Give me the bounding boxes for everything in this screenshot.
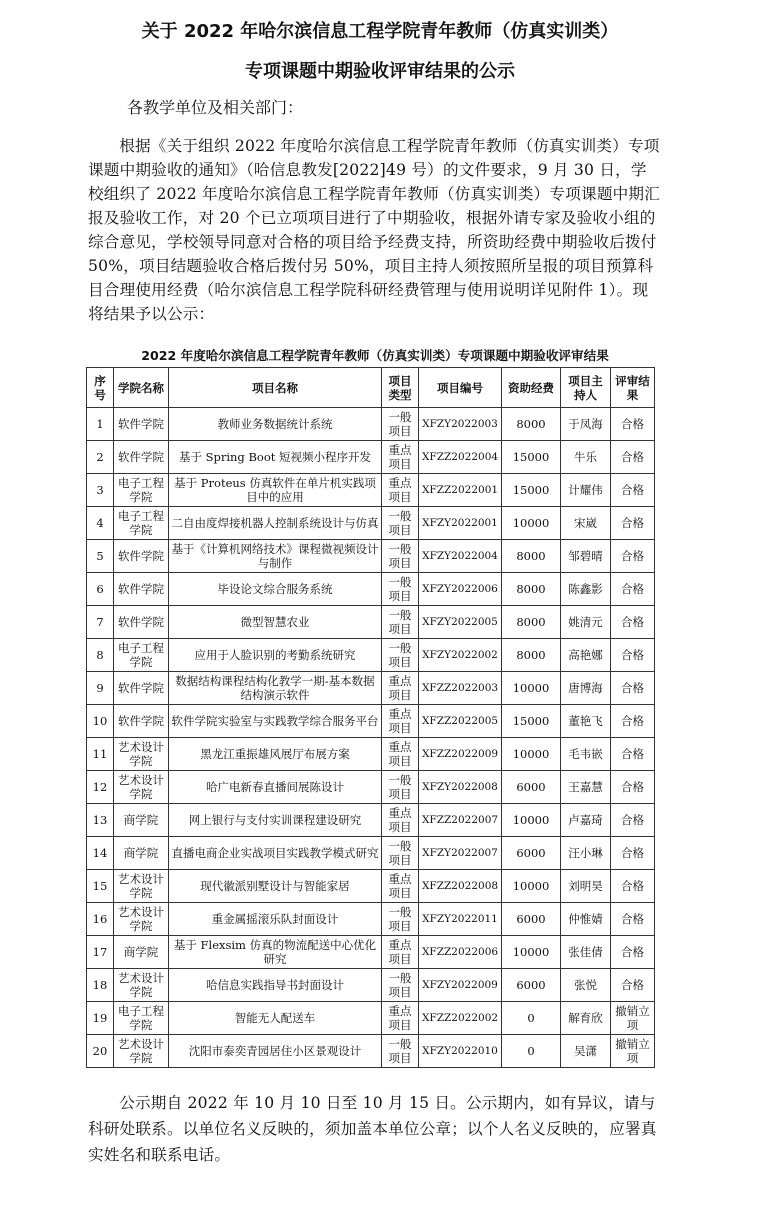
row-project-name-cell: 基于《计算机网络技术》课程微视频设计与制作 xyxy=(169,540,382,573)
row-index-cell: 3 xyxy=(87,474,114,507)
row-college-cell: 艺术设计学院 xyxy=(114,738,169,771)
row-funding-cell: 8000 xyxy=(502,639,561,672)
row-leader-cell: 高艳娜 xyxy=(561,639,611,672)
row-college-cell: 电子工程学院 xyxy=(114,507,169,540)
row-funding-cell: 6000 xyxy=(502,903,561,936)
row-project-type-cell: 重点项目 xyxy=(382,804,419,837)
row-project-type-cell: 一般项目 xyxy=(382,573,419,606)
row-leader-cell: 张悦 xyxy=(561,969,611,1002)
row-index-cell: 8 xyxy=(87,639,114,672)
row-index-cell: 17 xyxy=(87,936,114,969)
header-project-code: 项目编号 xyxy=(419,368,502,408)
table-row xyxy=(87,837,655,870)
row-project-name-cell: 哈广电新春直播间展陈设计 xyxy=(169,771,382,804)
row-funding-cell: 10000 xyxy=(502,936,561,969)
table-row xyxy=(87,969,655,1002)
row-leader-cell: 刘明昊 xyxy=(561,870,611,903)
table-row xyxy=(87,1035,655,1068)
row-result-cell: 合格 xyxy=(611,837,655,870)
row-index-cell: 1 xyxy=(87,408,114,441)
row-project-code-cell: XFZY2022001 xyxy=(419,507,502,540)
row-college-cell: 软件学院 xyxy=(114,672,169,705)
row-project-type-cell: 重点项目 xyxy=(382,870,419,903)
table-title: 2022 年度哈尔滨信息工程学院青年教师（仿真实训类）专项课题中期验收评审结果 xyxy=(141,348,609,363)
row-leader-cell: 董艳飞 xyxy=(561,705,611,738)
results-table xyxy=(86,367,655,1068)
row-project-code-cell: XFZY2022004 xyxy=(419,540,502,573)
row-project-code-cell: XFZZ2022004 xyxy=(419,441,502,474)
row-project-code-cell: XFZZ2022007 xyxy=(419,804,502,837)
row-index-cell: 18 xyxy=(87,969,114,1002)
row-project-type-cell: 一般项目 xyxy=(382,408,419,441)
row-project-type-cell: 一般项目 xyxy=(382,540,419,573)
row-funding-cell: 8000 xyxy=(502,408,561,441)
table-row xyxy=(87,936,655,969)
row-project-code-cell: XFZY2022010 xyxy=(419,1035,502,1068)
row-project-type-cell: 重点项目 xyxy=(382,441,419,474)
header-project-type: 项目类型 xyxy=(382,368,419,408)
row-project-code-cell: XFZY2022011 xyxy=(419,903,502,936)
row-index-cell: 6 xyxy=(87,573,114,606)
row-college-cell: 艺术设计学院 xyxy=(114,969,169,1002)
row-project-type-cell: 重点项目 xyxy=(382,474,419,507)
row-leader-cell: 卢嘉琦 xyxy=(561,804,611,837)
table-row xyxy=(87,507,655,540)
table-row xyxy=(87,903,655,936)
row-project-type-cell: 重点项目 xyxy=(382,738,419,771)
row-college-cell: 电子工程学院 xyxy=(114,1002,169,1035)
row-project-name-cell: 哈信息实践指导书封面设计 xyxy=(169,969,382,1002)
row-index-cell: 11 xyxy=(87,738,114,771)
row-result-cell: 合格 xyxy=(611,672,655,705)
row-project-type-cell: 一般项目 xyxy=(382,903,419,936)
row-project-type-cell: 一般项目 xyxy=(382,969,419,1002)
row-college-cell: 电子工程学院 xyxy=(114,639,169,672)
row-project-type-cell: 重点项目 xyxy=(382,936,419,969)
row-funding-cell: 6000 xyxy=(502,771,561,804)
row-project-name-cell: 数据结构课程结构化教学一期-基本数据结构演示软件 xyxy=(169,672,382,705)
row-funding-cell: 6000 xyxy=(502,969,561,1002)
row-project-code-cell: XFZZ2022009 xyxy=(419,738,502,771)
row-project-name-cell: 重金属摇滚乐队封面设计 xyxy=(169,903,382,936)
page-subtitle: 专项课题中期验收评审结果的公示 xyxy=(245,61,515,82)
row-college-cell: 软件学院 xyxy=(114,408,169,441)
row-college-cell: 艺术设计学院 xyxy=(114,903,169,936)
row-result-cell: 合格 xyxy=(611,441,655,474)
row-college-cell: 艺术设计学院 xyxy=(114,870,169,903)
row-college-cell: 软件学院 xyxy=(114,705,169,738)
row-college-cell: 艺术设计学院 xyxy=(114,1035,169,1068)
row-result-cell: 合格 xyxy=(611,705,655,738)
row-index-cell: 20 xyxy=(87,1035,114,1068)
row-project-code-cell: XFZY2022006 xyxy=(419,573,502,606)
row-funding-cell: 10000 xyxy=(502,804,561,837)
row-leader-cell: 仲惟婧 xyxy=(561,903,611,936)
row-leader-cell: 张佳倩 xyxy=(561,936,611,969)
row-result-cell: 合格 xyxy=(611,606,655,639)
row-project-code-cell: XFZY2022005 xyxy=(419,606,502,639)
row-index-cell: 10 xyxy=(87,705,114,738)
row-result-cell: 合格 xyxy=(611,936,655,969)
row-result-cell: 撤销立项 xyxy=(611,1002,655,1035)
row-project-code-cell: XFZY2022002 xyxy=(419,639,502,672)
table-row xyxy=(87,705,655,738)
table-row xyxy=(87,771,655,804)
table-body xyxy=(87,408,655,1068)
row-funding-cell: 8000 xyxy=(502,573,561,606)
row-project-type-cell: 一般项目 xyxy=(382,1035,419,1068)
table-row xyxy=(87,474,655,507)
row-college-cell: 软件学院 xyxy=(114,441,169,474)
row-leader-cell: 陈鑫影 xyxy=(561,573,611,606)
row-project-type-cell: 一般项目 xyxy=(382,606,419,639)
row-leader-cell: 牛乐 xyxy=(561,441,611,474)
row-funding-cell: 15000 xyxy=(502,441,561,474)
table-row xyxy=(87,606,655,639)
row-funding-cell: 10000 xyxy=(502,738,561,771)
row-project-type-cell: 重点项目 xyxy=(382,672,419,705)
row-project-name-cell: 教师业务数据统计系统 xyxy=(169,408,382,441)
row-result-cell: 合格 xyxy=(611,408,655,441)
row-index-cell: 16 xyxy=(87,903,114,936)
row-project-code-cell: XFZY2022003 xyxy=(419,408,502,441)
row-leader-cell: 姚清元 xyxy=(561,606,611,639)
row-result-cell: 合格 xyxy=(611,771,655,804)
row-funding-cell: 8000 xyxy=(502,606,561,639)
row-index-cell: 7 xyxy=(87,606,114,639)
row-index-cell: 14 xyxy=(87,837,114,870)
row-project-name-cell: 基于 Proteus 仿真软件在单片机实践项目中的应用 xyxy=(169,474,382,507)
row-funding-cell: 0 xyxy=(502,1002,561,1035)
table-row xyxy=(87,1002,655,1035)
row-project-name-cell: 沈阳市泰奕青园居住小区景观设计 xyxy=(169,1035,382,1068)
row-leader-cell: 于凤海 xyxy=(561,408,611,441)
row-project-code-cell: XFZZ2022003 xyxy=(419,672,502,705)
row-result-cell: 合格 xyxy=(611,573,655,606)
table-header-row xyxy=(87,368,655,408)
row-college-cell: 软件学院 xyxy=(114,540,169,573)
footer-paragraph: 公示期自 2022 年 10 月 10 日至 10 月 15 日。公示期内，如有异议，请与科研处联系。以单位名义反映的，须加盖本单位公章；以个人名义反映的，应署真实姓名和联系电话。 xyxy=(88,1094,657,1164)
row-project-type-cell: 一般项目 xyxy=(382,507,419,540)
row-index-cell: 2 xyxy=(87,441,114,474)
row-result-cell: 撤销立项 xyxy=(611,1035,655,1068)
row-project-code-cell: XFZZ2022001 xyxy=(419,474,502,507)
row-project-code-cell: XFZY2022007 xyxy=(419,837,502,870)
row-leader-cell: 汪小琳 xyxy=(561,837,611,870)
row-project-name-cell: 黑龙江重振雄风展厅布展方案 xyxy=(169,738,382,771)
page-title: 关于 2022 年哈尔滨信息工程学院青年教师（仿真实训类） xyxy=(141,21,619,42)
table-row xyxy=(87,672,655,705)
row-result-cell: 合格 xyxy=(611,474,655,507)
row-project-code-cell: XFZZ2022008 xyxy=(419,870,502,903)
row-funding-cell: 10000 xyxy=(502,507,561,540)
row-college-cell: 软件学院 xyxy=(114,573,169,606)
row-index-cell: 4 xyxy=(87,507,114,540)
row-project-name-cell: 网上银行与支付实训课程建设研究 xyxy=(169,804,382,837)
table-row xyxy=(87,441,655,474)
row-leader-cell: 计耀伟 xyxy=(561,474,611,507)
row-index-cell: 5 xyxy=(87,540,114,573)
row-project-code-cell: XFZZ2022005 xyxy=(419,705,502,738)
row-college-cell: 软件学院 xyxy=(114,606,169,639)
row-project-name-cell: 基于 Spring Boot 短视频小程序开发 xyxy=(169,441,382,474)
row-funding-cell: 8000 xyxy=(502,540,561,573)
row-project-name-cell: 微型智慧农业 xyxy=(169,606,382,639)
table-row xyxy=(87,408,655,441)
row-project-name-cell: 二自由度焊接机器人控制系统设计与仿真 xyxy=(169,507,382,540)
body-paragraph: 根据《关于组织 2022 年度哈尔滨信息工程学院青年教师（仿真实训类）专项课题中期验收的通知》（哈信息教发[2022]49 号）的文件要求，9 月 30 日，学校组织了 2022 年度哈尔滨信息工程学院青年教师（仿真实训类）专项课题中期汇报及验收工作，对 20 个已立项项目进行了中期验收，根据外请专家及验收小组的综合意见，学校领导同意对合格的项目给予经费支持，所资助经费中期验收后拨付 50%，项目结题验收合格后拨付另 50%，项目主持人须按照所呈报的项目预算科目合理使用经费（哈尔滨信息工程学院科研经费管理与使用说明详见附件 1）。现将结果予以公示： xyxy=(88,137,660,323)
header-funding: 资助经费 xyxy=(502,368,561,408)
row-leader-cell: 邹碧晴 xyxy=(561,540,611,573)
row-leader-cell: 宋崴 xyxy=(561,507,611,540)
row-index-cell: 12 xyxy=(87,771,114,804)
row-leader-cell: 毛韦嵌 xyxy=(561,738,611,771)
header-index: 序号 xyxy=(87,368,114,408)
row-result-cell: 合格 xyxy=(611,870,655,903)
row-college-cell: 商学院 xyxy=(114,936,169,969)
row-project-code-cell: XFZZ2022006 xyxy=(419,936,502,969)
row-project-type-cell: 重点项目 xyxy=(382,705,419,738)
row-project-code-cell: XFZY2022008 xyxy=(419,771,502,804)
row-leader-cell: 吴潇 xyxy=(561,1035,611,1068)
row-result-cell: 合格 xyxy=(611,507,655,540)
row-result-cell: 合格 xyxy=(611,804,655,837)
row-project-name-cell: 智能无人配送车 xyxy=(169,1002,382,1035)
row-project-type-cell: 重点项目 xyxy=(382,1002,419,1035)
table-row xyxy=(87,870,655,903)
row-project-name-cell: 基于 Flexsim 仿真的物流配送中心优化研究 xyxy=(169,936,382,969)
row-index-cell: 13 xyxy=(87,804,114,837)
row-index-cell: 19 xyxy=(87,1002,114,1035)
table-row xyxy=(87,804,655,837)
header-leader: 项目主持人 xyxy=(561,368,611,408)
row-result-cell: 合格 xyxy=(611,639,655,672)
row-project-type-cell: 一般项目 xyxy=(382,771,419,804)
table-row xyxy=(87,540,655,573)
row-college-cell: 商学院 xyxy=(114,837,169,870)
row-funding-cell: 15000 xyxy=(502,705,561,738)
row-result-cell: 合格 xyxy=(611,540,655,573)
row-project-type-cell: 一般项目 xyxy=(382,837,419,870)
row-leader-cell: 王嘉慧 xyxy=(561,771,611,804)
header-result: 评审结果 xyxy=(611,368,655,408)
row-project-name-cell: 应用于人脸识别的考勤系统研究 xyxy=(169,639,382,672)
table-row xyxy=(87,573,655,606)
row-leader-cell: 解育欣 xyxy=(561,1002,611,1035)
row-result-cell: 合格 xyxy=(611,969,655,1002)
row-college-cell: 商学院 xyxy=(114,804,169,837)
row-leader-cell: 唐博海 xyxy=(561,672,611,705)
row-funding-cell: 10000 xyxy=(502,870,561,903)
row-project-type-cell: 一般项目 xyxy=(382,639,419,672)
row-funding-cell: 10000 xyxy=(502,672,561,705)
row-result-cell: 合格 xyxy=(611,738,655,771)
row-index-cell: 9 xyxy=(87,672,114,705)
row-project-name-cell: 软件学院实验室与实践教学综合服务平台 xyxy=(169,705,382,738)
row-project-name-cell: 直播电商企业实战项目实践教学模式研究 xyxy=(169,837,382,870)
salutation: 各教学单位及相关部门： xyxy=(127,98,304,117)
header-project-name: 项目名称 xyxy=(169,368,382,408)
row-project-code-cell: XFZY2022009 xyxy=(419,969,502,1002)
row-funding-cell: 6000 xyxy=(502,837,561,870)
header-college: 学院名称 xyxy=(114,368,169,408)
row-college-cell: 电子工程学院 xyxy=(114,474,169,507)
table-row xyxy=(87,639,655,672)
table-row xyxy=(87,738,655,771)
row-project-code-cell: XFZZ2022002 xyxy=(419,1002,502,1035)
row-index-cell: 15 xyxy=(87,870,114,903)
row-college-cell: 艺术设计学院 xyxy=(114,771,169,804)
row-funding-cell: 0 xyxy=(502,1035,561,1068)
row-project-name-cell: 现代徽派别墅设计与智能家居 xyxy=(169,870,382,903)
row-result-cell: 合格 xyxy=(611,903,655,936)
row-funding-cell: 15000 xyxy=(502,474,561,507)
row-project-name-cell: 毕设论文综合服务系统 xyxy=(169,573,382,606)
